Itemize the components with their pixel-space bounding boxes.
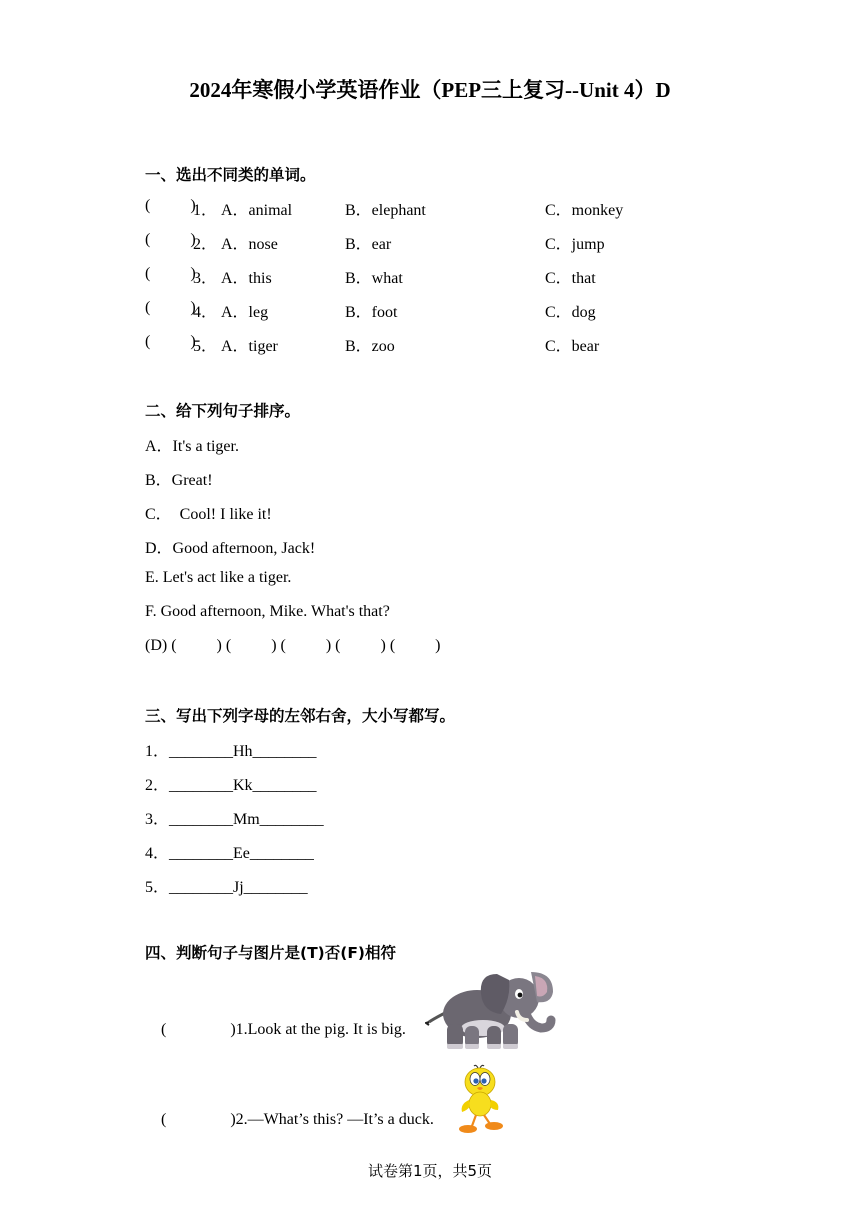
question-number: 1．: [193, 202, 218, 219]
letter-blank-line[interactable]: 1．________Hh________: [145, 743, 317, 760]
option-a: A．animal: [221, 202, 293, 219]
answer-blank[interactable]: ( ): [145, 231, 196, 248]
elephant-picture: [425, 968, 557, 1054]
option-b: B．foot: [345, 304, 398, 321]
section-2-heading: 二、给下列句子排序。: [145, 402, 301, 420]
letter-blank-line[interactable]: 5．________Jj________: [145, 879, 308, 896]
question-number: 2．: [193, 236, 218, 253]
true-false-item: [145, 1093, 434, 1147]
letter-blank-line[interactable]: 2．________Kk________: [145, 777, 317, 794]
option-b: B．what: [345, 270, 403, 287]
option-c: C．jump: [545, 236, 605, 253]
letter-blank-line[interactable]: 4．________Ee________: [145, 845, 314, 862]
option-b: B．zoo: [345, 338, 395, 355]
sentence-line: D．Good afternoon, Jack!: [145, 540, 316, 557]
section-3-heading: 三、写出下列字母的左邻右舍，大小写都写。: [145, 707, 456, 725]
answer-blank[interactable]: ( ): [145, 265, 196, 282]
question-number: 4．: [193, 304, 218, 321]
option-a: A．nose: [221, 236, 278, 253]
yellow-bird-picture: [452, 1064, 508, 1138]
question-number: 3．: [193, 270, 218, 287]
option-a: A．tiger: [221, 338, 278, 355]
answer-blank[interactable]: ( ): [145, 333, 196, 350]
option-c: C．bear: [545, 338, 600, 355]
statement-text: 2.—What’s this? —It’s a duck.: [235, 1111, 434, 1128]
page-footer: 试卷第1页，共5页: [367, 1162, 493, 1180]
sentence-line: F. Good afternoon, Mike. What's that?: [145, 603, 390, 620]
choice-question-row: [145, 265, 745, 287]
option-c: C．that: [545, 270, 596, 287]
sentence-line: B．Great!: [145, 472, 213, 489]
answer-blank[interactable]: ( ): [161, 1021, 236, 1038]
choice-question-row: [145, 197, 745, 219]
sentence-line: C． Cool! I like it!: [145, 506, 272, 523]
answer-blank[interactable]: ( ): [145, 299, 196, 316]
choice-question-row: [145, 333, 745, 355]
sentence-line: E. Let's act like a tiger.: [145, 569, 292, 586]
section-4-heading: 四、判断句子与图片是(T)否(F)相符: [145, 944, 396, 962]
option-c: C．monkey: [545, 202, 624, 219]
question-number: 5．: [193, 338, 218, 355]
option-a: A．this: [221, 270, 272, 287]
answer-blank[interactable]: ( ): [145, 197, 196, 214]
choice-question-row: [145, 299, 745, 321]
option-b: B．elephant: [345, 202, 426, 219]
true-false-item: [145, 1003, 406, 1057]
option-b: B．ear: [345, 236, 392, 253]
statement-text: 1.Look at the pig. It is big.: [235, 1021, 406, 1038]
option-c: C．dog: [545, 304, 596, 321]
page-title: 2024年寒假小学英语作业（PEP三上复习--Unit 4）D: [189, 78, 671, 102]
answer-blank[interactable]: ( ): [161, 1111, 236, 1128]
choice-question-row: [145, 231, 745, 253]
sentence-line: A．It's a tiger.: [145, 438, 239, 455]
order-answer-blanks[interactable]: (D) ( ) ( ) ( ) ( ) ( ): [145, 637, 441, 654]
section-1-heading: 一、选出不同类的单词。: [145, 166, 316, 184]
letter-blank-line[interactable]: 3．________Mm________: [145, 811, 324, 828]
option-a: A．leg: [221, 304, 269, 321]
